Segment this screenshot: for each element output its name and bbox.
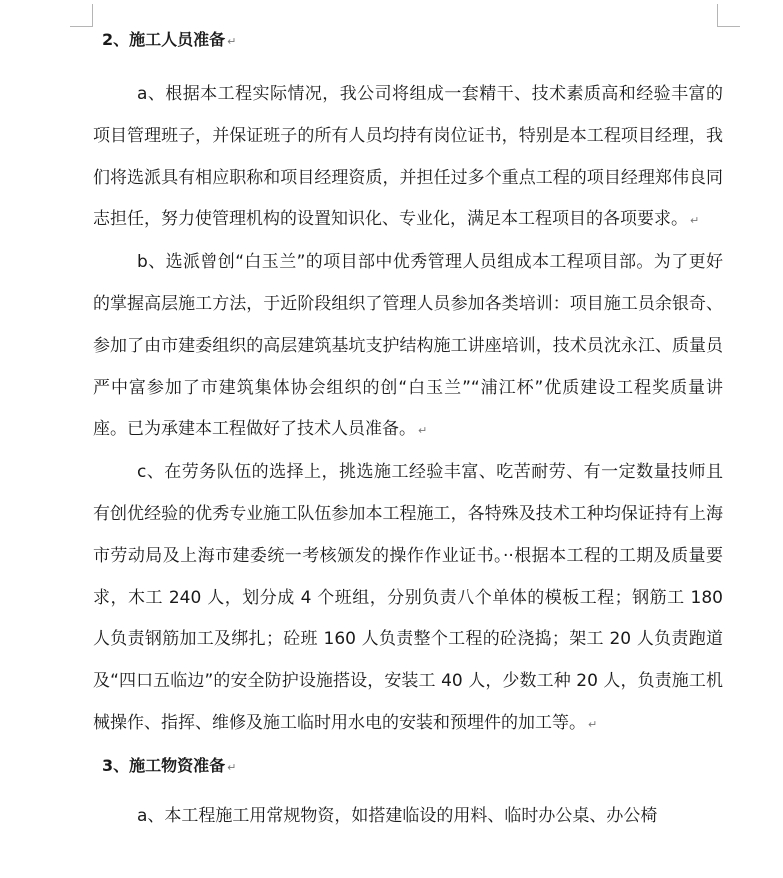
paragraph-a: a、根据本工程实际情况，我公司将组成一套精干、技术素质高和经验丰富的项目管理班子，并保证班子的所有人员均持有岗位证书，特别是本工程项目经理，我们将选派具有相应职称和项目经理资质，并担任过多个重点工程的项目经理郑伟良同志担任，努力使管理机构的设置知识化、专业化，满足本工程项目的各项要求。 ↵ <box>93 84 723 230</box>
document-body[interactable] <box>93 30 723 838</box>
section-heading-3: 3、施工物资准备 ↵ <box>102 755 237 775</box>
section-heading-2: 2、施工人员准备 ↵ <box>102 30 237 49</box>
paragraph-c: c、在劳务队伍的选择上，挑选施工经验丰富、吃苦耐劳、有一定数量技师且有创优经验的优秀专业施工队伍参加本工程施工，各特殊及技术工种均保证持有上海市劳动局及上海市建委统一考核颁发的操作作业证书。··根据本工程的工期及质量要求，木工 240 人，划分成 4 个班组，分别负责八个单体的模板工程；钢筋工 180 人负责钢筋加工及绑扎；砼班 160 人负责整个工程的砼浇捣；架工 20 人负责跑道及“四口五临边”的安全防护设施搭设，安装工 40 人，少数工种 20 人，负责施工机械操作、指挥、维修及施工临时用水电的安装和预埋件的加工等。 ↵ <box>93 462 723 733</box>
paragraph-mark-icon: ↵ <box>690 214 700 228</box>
margin-corner-marker-right <box>717 4 740 27</box>
paragraph-mark-icon: ↵ <box>588 717 598 731</box>
paragraph-d: a、本工程施工用常规物资，如搭建临设的用料、临时办公桌、办公椅 <box>137 805 658 826</box>
paragraph-mark-icon: ↵ <box>227 35 237 48</box>
margin-corner-marker-left <box>70 4 93 27</box>
paragraph-b: b、选派曾创“白玉兰”的项目部中优秀管理人员组成本工程项目部。为了更好的掌握高层施工方法，于近阶段组织了管理人员参加各类培训：项目施工员余银奇、参加了由市建委组织的高层建筑基坑支护结构施工讲座培训，技术员沈永江、质量员严中富参加了市建筑集体协会组织的创“白玉兰”“浦江杯”优质建设工程奖质量讲座。已为承建本工程做好了技术人员准备。 ↵ <box>93 252 723 440</box>
paragraph-mark-icon: ↵ <box>418 424 428 438</box>
paragraph-mark-icon: ↵ <box>227 760 237 774</box>
